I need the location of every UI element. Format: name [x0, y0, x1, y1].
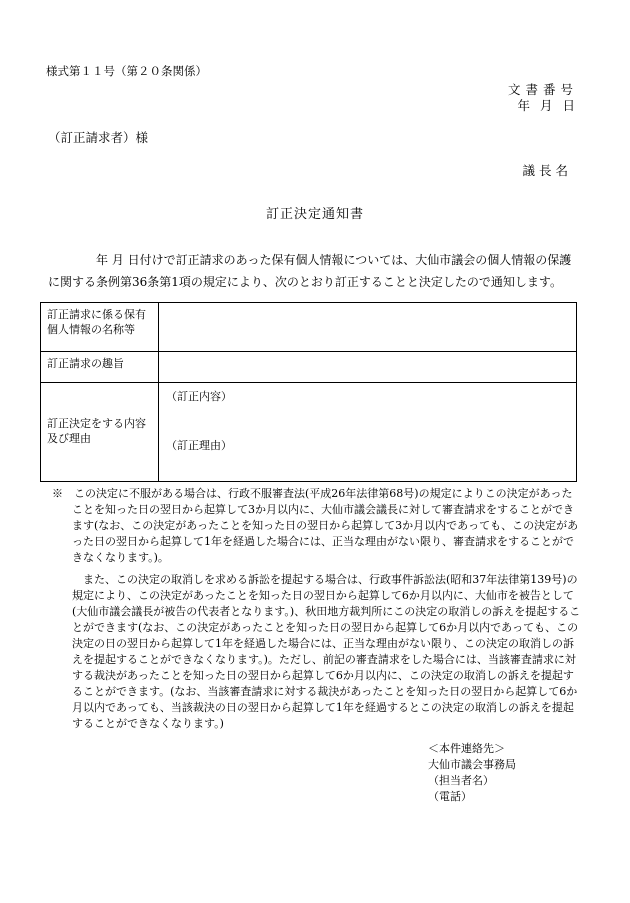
row-value-info-name	[159, 303, 577, 352]
recipient: （訂正請求者）様	[48, 130, 149, 145]
document-number: 文書番号	[507, 82, 578, 97]
row-label-info-name: 訂正請求に係る保有個人情報の名称等	[41, 303, 159, 352]
correction-content-label: （訂正内容）	[166, 390, 232, 403]
contact-block	[428, 741, 516, 805]
row-label-request-purpose: 訂正請求の趣旨	[41, 352, 159, 383]
table-row	[41, 303, 577, 352]
decision-table	[40, 302, 577, 482]
page-title: 訂正決定通知書	[265, 207, 364, 222]
sender-name: 議長名	[522, 163, 572, 178]
contact-person: （担当者名）	[428, 774, 494, 787]
row-label-decision: 訂正決定をする内容及び理由	[41, 383, 159, 482]
table-row	[41, 352, 577, 383]
contact-phone: （電話）	[428, 790, 472, 803]
note-paragraph	[52, 572, 582, 732]
form-number: 様式第１１号（第２０条関係）	[46, 64, 207, 78]
appeal-notes	[52, 486, 582, 732]
notice-body: 年 月 日付けで訂正請求のあった保有個人情報については、大仙市議会の個人情報の保護に関する条例第36条第1項の規定により、次のとおり訂正することと決定したので通知します。	[48, 253, 572, 289]
correction-reason-label: （訂正理由）	[166, 439, 232, 452]
row-value-request-purpose	[159, 352, 577, 383]
contact-heading: ＜本件連絡先＞	[428, 742, 505, 755]
table-row	[41, 383, 577, 482]
row-value-decision	[159, 383, 577, 482]
note-mark: ※	[52, 487, 63, 500]
note-text-2: また、この決定の取消しを求める訴訟を提起する場合は、行政事件訴訟法(昭和37年法律第139号)の規定により、この決定があったことを知った日の翌日から起算して6か月以内に、大仙市を被告として(大仙市議会議長が被告の代表者となります。)、秋田地方裁判所にこの決定の取消しの訴えを提起することができます(なお、この決定があったことを知った日の翌日から起算して6か月以内であっても、この決定の日の翌日から起算して1年を経過した場合には、正当な理由がない限り、この決定の取消しの訴えを提起することができなくなります。)。ただし、前記の審査請求をした場合には、当該審査請求に対する裁決があったことを知った日の翌日から起算して6か月以内に、この決定の取消しの訴えを提起することができます。(なお、当該審査請求に対する裁決があったことを知った日の翌日から起算して6か月以内であっても、当該裁決の日の翌日から起算して1年を経過するとこの決定の取消しの訴えを提起することができなくなります。)	[72, 573, 581, 730]
note-text-1: この決定に不服がある場合は、行政不服審査法(平成26年法律第68号)の規定によりこの決定があったことを知った日の翌日から起算して3か月以内に、大仙市議会議長に対して審査請求をすることができます(なお、この決定があったことを知った日の翌日から起算して3か月以内であっても、この決定があった日の翌日から起算して1年を経過した場合には、正当な理由がない限り、審査請求をすることができなくなります。)。	[72, 487, 579, 564]
document-date: 年 月 日	[517, 98, 578, 113]
contact-office: 大仙市議会事務局	[428, 758, 516, 771]
note-paragraph	[52, 486, 582, 566]
